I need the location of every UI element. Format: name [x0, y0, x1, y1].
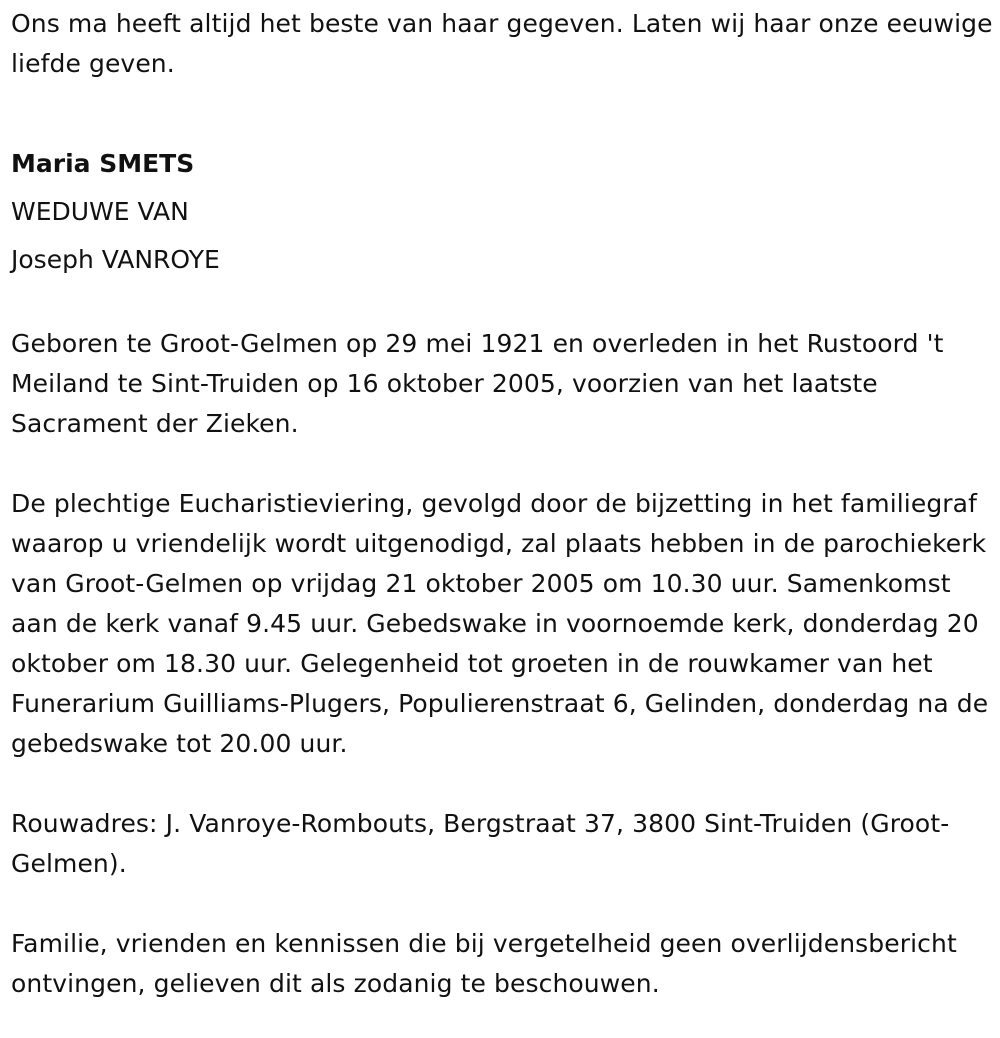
- spouse-name: Joseph VANROYE: [11, 245, 220, 274]
- deceased-name: Maria SMETS: [11, 149, 195, 178]
- ceremony-paragraph: De plechtige Eucharistieviering, gevolgd door de bijzetting in het familiegraf waarop u vriendelijk wordt uitgenodigd, zal plaats hebben in de parochiekerk van Groot-Gelmen op vrijdag 21 oktober 2005 om 10.30 uur. Samenkomst aan de kerk vanaf 9.45 uur. Gebedswake in voornoemde kerk, donderdag 20 oktober om 18.30 uur. Gelegenheid tot groeten in de rouwkamer van het Funerarium Guilliams-Plugers, Populierenstraat 6, Gelinden, donderdag na de gebedswake tot 20.00 uur.: [11, 489, 989, 758]
- intro-text: Ons ma heeft altijd het beste van haar gegeven. Laten wij haar onze eeuwige liefde geven.: [11, 9, 993, 78]
- closing-paragraph: Familie, vrienden en kennissen die bij vergetelheid geen overlijdensbericht ontvingen, gelieven dit als zodanig te beschouwen.: [11, 929, 957, 998]
- death-notice: [11, 0, 996, 1004]
- relation-label: WEDUWE VAN: [11, 197, 189, 226]
- name-block: [11, 140, 996, 284]
- mourning-address: Rouwadres: J. Vanroye-Rombouts, Bergstraat 37, 3800 Sint-Truiden (Groot-Gelmen).: [11, 809, 950, 878]
- birth-death-paragraph: Geboren te Groot-Gelmen op 29 mei 1921 en overleden in het Rustoord 't Meiland te Sint-Truiden op 16 oktober 2005, voorzien van het laatste Sacrament der Zieken.: [11, 329, 944, 438]
